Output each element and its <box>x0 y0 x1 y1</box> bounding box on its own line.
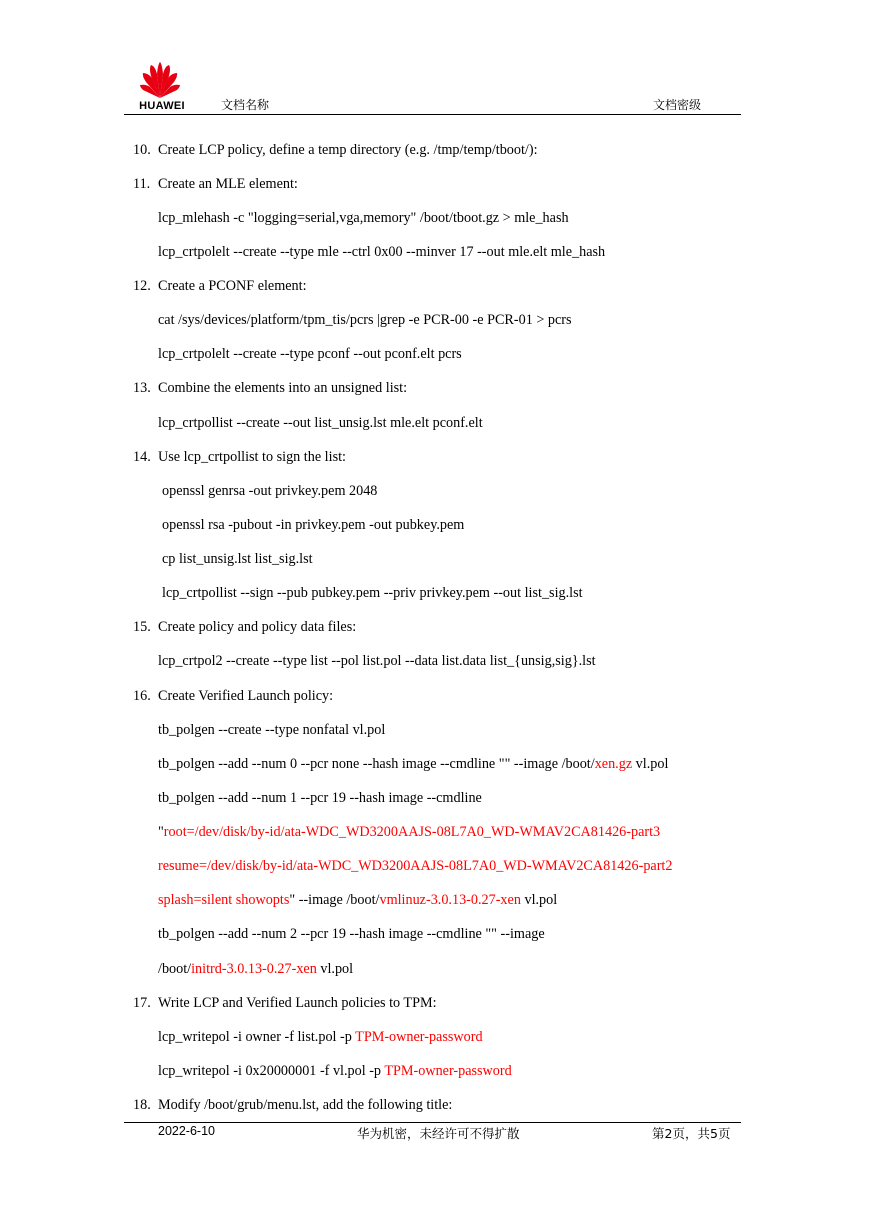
command-line <box>158 960 353 978</box>
current-page: 2 <box>664 1126 673 1141</box>
step-number: 13. <box>133 380 151 396</box>
command-line: lcp_crtpollist --create --out list_unsig.lst mle.elt pconf.elt <box>158 415 483 431</box>
total-pages: 5 <box>709 1126 718 1141</box>
command-line: tb_polgen --add --num 2 --pcr 19 --hash image --cmdline "" --image <box>158 926 545 942</box>
huawei-logo <box>132 60 188 112</box>
page-label: 页 <box>717 1126 731 1141</box>
command-line: lcp_crtpolelt --create --type mle --ctrl 0x00 --minver 17 --out mle.elt mle_hash <box>158 244 606 260</box>
step-number: 12. <box>133 278 151 294</box>
command-line: lcp_crtpol2 --create --type list --pol list.pol --data list.data list_{unsig,sig}.lst <box>158 653 596 669</box>
command-line: lcp_crtpollist --sign --pub pubkey.pem --priv privkey.pem --out list_sig.lst <box>162 585 583 601</box>
footer-date: 2022-6-10 <box>158 1124 215 1138</box>
highlighted-value: splash=silent showopts <box>158 892 290 908</box>
command-text: vl.pol <box>520 892 558 908</box>
highlighted-value: TPM-owner-password <box>384 1063 512 1079</box>
command-line: tb_polgen --create --type nonfatal vl.pol <box>158 722 386 738</box>
step-text: Modify /boot/grub/menu.lst, add the following title: <box>158 1097 453 1113</box>
highlighted-value: initrd-3.0.13-0.27-xen <box>191 961 317 977</box>
step-text: Write LCP and Verified Launch policies to TPM: <box>158 995 437 1011</box>
step-text: Create a PCONF element: <box>158 278 307 294</box>
page-header <box>124 58 741 115</box>
step-number: 10. <box>133 142 151 158</box>
step-text: Create policy and policy data files: <box>158 619 357 635</box>
step-text: Create Verified Launch policy: <box>158 688 334 704</box>
highlighted-value: root=/dev/disk/by-id/ata-WDC_WD3200AAJS-08L7A0_WD-WMAV2CA81426-part3 <box>163 824 661 840</box>
step-text: Use lcp_crtpollist to sign the list: <box>158 449 346 465</box>
command-text: " <box>158 824 164 840</box>
step-text: Combine the elements into an unsigned list: <box>158 380 408 396</box>
highlighted-value: xen.gz <box>594 756 633 772</box>
command-line: tb_polgen --add --num 1 --pcr 19 --hash image --cmdline <box>158 790 482 806</box>
command-line: lcp_mlehash -c "logging=serial,vga,memory" /boot/tboot.gz > mle_hash <box>158 210 569 226</box>
highlighted-value: TPM-owner-password <box>355 1029 483 1045</box>
huawei-petals-icon <box>140 60 180 100</box>
command-line <box>158 891 557 909</box>
command-line: openssl genrsa -out privkey.pem 2048 <box>162 483 378 499</box>
step-number: 17. <box>133 995 151 1011</box>
document-classification: 文档密级 <box>652 98 701 112</box>
command-line <box>158 755 668 773</box>
command-line <box>158 1062 512 1080</box>
highlighted-value: vmlinuz-3.0.13-0.27-xen <box>379 892 521 908</box>
step-text: Create an MLE element: <box>158 176 298 192</box>
step-text: Create LCP policy, define a temp directory (e.g. /tmp/temp/tboot/): <box>158 142 538 158</box>
footer-divider <box>124 1122 741 1123</box>
command-text: lcp_writepol -i owner -f list.pol -p <box>158 1029 356 1045</box>
command-line: cp list_unsig.lst list_sig.lst <box>162 551 313 567</box>
footer-confidential: 华为机密，未经许可不得扩散 <box>357 1126 520 1141</box>
highlighted-value: resume=/dev/disk/by-id/ata-WDC_WD3200AAJS-08L7A0_WD-WMAV2CA81426-part2 <box>158 858 673 874</box>
command-line: lcp_crtpolelt --create --type pconf --out pconf.elt pcrs <box>158 346 462 362</box>
command-line: cat /sys/devices/platform/tpm_tis/pcrs |grep -e PCR-00 -e PCR-01 > pcrs <box>158 312 572 328</box>
command-text: vl.pol <box>316 961 354 977</box>
step-number: 16. <box>133 688 151 704</box>
step-number: 15. <box>133 619 151 635</box>
command-text: tb_polgen --add --num 0 --pcr none --hash image --cmdline "" --image /boot/ <box>158 756 595 772</box>
command-text: /boot/ <box>158 961 192 977</box>
command-line <box>158 823 660 841</box>
step-number: 18. <box>133 1097 151 1113</box>
command-text: vl.pol <box>632 756 669 772</box>
logo-wordmark: HUAWEI <box>139 100 185 112</box>
command-line: openssl rsa -pubout -in privkey.pem -out pubkey.pem <box>162 517 465 533</box>
command-line <box>158 1028 483 1046</box>
page-label: 第 <box>652 1126 665 1141</box>
step-number: 11. <box>133 176 151 192</box>
step-number: 14. <box>133 449 151 465</box>
page-label: 页，共 <box>672 1126 710 1141</box>
document-name: 文档名称 <box>221 98 270 112</box>
command-text: lcp_writepol -i 0x20000001 -f vl.pol -p <box>158 1063 385 1079</box>
footer-page-number <box>652 1124 730 1142</box>
command-text: " --image /boot/ <box>289 892 380 908</box>
